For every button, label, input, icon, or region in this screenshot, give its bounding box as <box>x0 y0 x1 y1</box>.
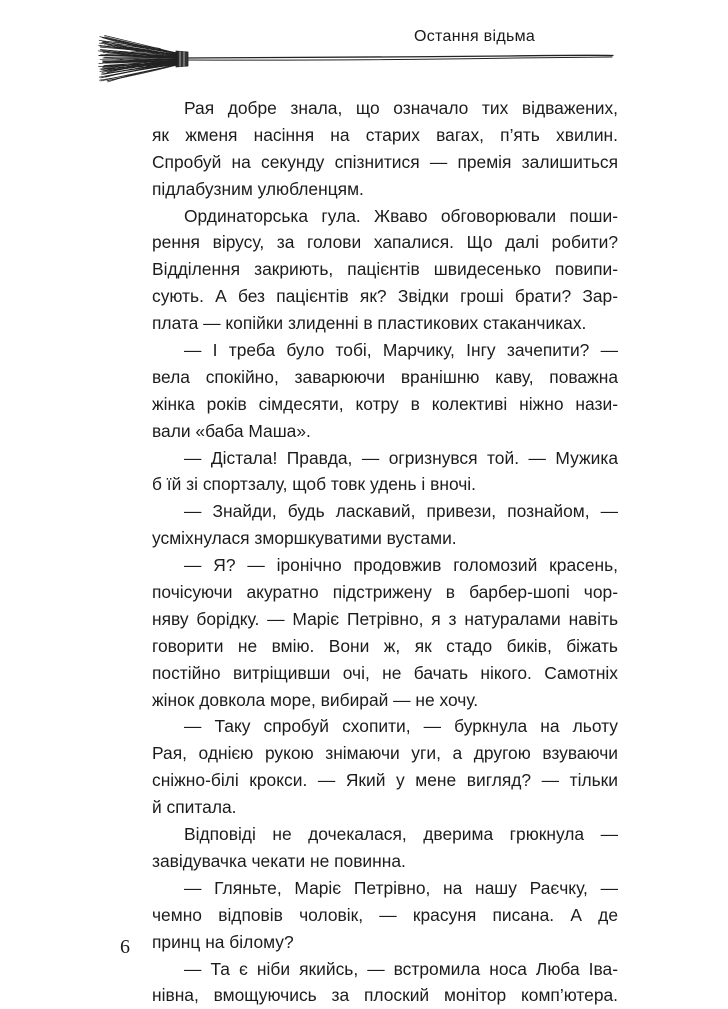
text-line: сніжно-білі крокси. — Який у мене вигляд? — тільки <box>152 770 618 791</box>
text-line: вела спокійно, заварюючи вранішню каву, поважна <box>152 366 618 387</box>
text-line: принц на білому? <box>152 931 294 952</box>
text-line: завідувачка чекати не повинна. <box>152 850 406 871</box>
text-line: Рая добре знала, що означало тих відважених, <box>184 98 618 118</box>
broom-icon <box>96 24 616 90</box>
text-line: Рая, однією рукою знімаючи уги, а другою взуваючи <box>152 743 618 764</box>
page-number: 6 <box>120 936 130 958</box>
text-line: жінка років сімдесяти, котру в колективі ніжно нази- <box>152 393 618 414</box>
text-line: няву борідку. — Маріє Петрівно, я з натуралами навіть <box>152 608 618 629</box>
text-line: Відділення закриють, пацієнтів швидесенько повипи- <box>152 259 618 280</box>
text-line: плата — копійки злиденні в пластикових стаканчиках. <box>152 313 587 334</box>
page-header <box>96 24 616 90</box>
text-line: — Та є ніби якийсь, — встромила носа Люба Іва- <box>184 958 618 979</box>
text-line: Спробуй на секунду спізнитися — премія залишиться <box>152 151 618 172</box>
text-line: почісуючи акуратно підстрижену в барбер-шопі чор- <box>152 582 618 603</box>
text-line: Відповіді не дочекалася, дверима грюкнула — <box>184 824 618 845</box>
text-line: чемно відповів чоловік, — красуня писана. А де <box>152 904 618 925</box>
text-line: підлабузним улюбленцям. <box>152 178 364 199</box>
text-line: й спитала. <box>152 797 237 818</box>
running-title: Остання відьма <box>414 28 536 45</box>
text-line: — Знайди, будь ласкавий, привези, познайом, — <box>184 501 618 522</box>
text-line: — Я? — іронічно продовжив голомозий красень, <box>184 555 618 576</box>
text-line: — Дістала! Правда, — огризнувся той. — Мужика <box>184 447 618 468</box>
text-line: як жменя насіння на старих вагах, п’ять хвилин. <box>152 124 618 145</box>
text-line: — Гляньте, Маріє Петрівно, на нашу Раєчку, — <box>184 877 618 898</box>
text-line: вали «баба Маша». <box>152 420 311 441</box>
text-line: б їй зі спортзалу, щоб товк удень і вночі. <box>152 474 477 495</box>
text-line: рення вірусу, за голови хапалися. Що далі робити? <box>152 232 618 253</box>
text-line: жінок довкола море, вибирай — не хочу. <box>152 689 479 710</box>
text-line: — Таку спробуй схопити, — буркнула на льоту <box>184 716 618 737</box>
body-text <box>152 95 618 1009</box>
text-line: постійно витріщивши очі, не бачать нікого. Самотніх <box>152 662 618 683</box>
text-line: — І треба було тобі, Марчику, Інгу зачепити? — <box>184 340 618 361</box>
text-line: нівна, вмощуючись за плоский монітор комп’ютера. <box>152 985 618 1006</box>
text-line: говорити не вмію. Вони ж, як стадо биків, біжать <box>152 635 618 656</box>
text-line: усміхнулася зморшкуватими вустами. <box>152 528 457 549</box>
text-line: Ординаторська гула. Жваво обговорювали поши- <box>184 205 618 226</box>
text-line: сують. А без пацієнтів як? Звідки гроші брати? Зар- <box>152 286 618 307</box>
